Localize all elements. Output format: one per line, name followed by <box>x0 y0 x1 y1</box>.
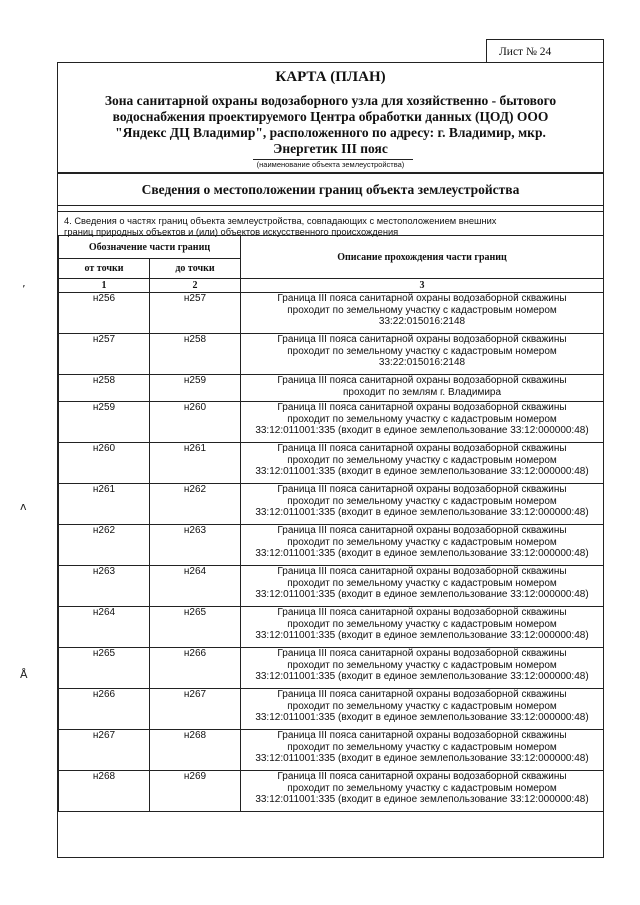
to-point: н265 <box>150 607 241 648</box>
description-line: Граница III пояса санитарной охраны водозаборной скважины <box>277 607 567 618</box>
description-line: Граница III пояса санитарной охраны водозаборной скважины <box>277 293 567 304</box>
to-point: н267 <box>150 689 241 730</box>
description-line: Граница III пояса санитарной охраны водозаборной скважины <box>277 334 567 345</box>
table-row <box>59 334 604 375</box>
intro-text <box>58 211 603 238</box>
description-line: 33:22:015016:2148 <box>378 316 466 327</box>
description-line: проходит по земельному участку с кадастровым номером <box>287 700 557 712</box>
description-line: проходит по земельному участку с кадастровым номером <box>287 345 557 357</box>
table-row <box>59 566 604 607</box>
to-point: н268 <box>150 730 241 771</box>
description-line: проходит по земельному участку с кадастровым номером <box>287 413 557 425</box>
description-line: Граница III пояса санитарной охраны водозаборной скважины <box>277 484 567 495</box>
header-from: от точки <box>59 259 150 279</box>
table-row <box>59 443 604 484</box>
intro-line: 4. Сведения о частях границ объекта землеустройства, совпадающих с местоположением внешних <box>64 216 497 226</box>
description-line: проходит по земельному участку с кадастровым номером <box>287 536 557 548</box>
description-line: 33:12:011001:335 (входит в единое землепользование 33:12:000000:48) <box>255 712 589 723</box>
to-point: н260 <box>150 402 241 443</box>
description-line: проходит по земельному участку с кадастровым номером <box>287 495 557 507</box>
from-point: н259 <box>59 402 150 443</box>
object-name <box>72 93 589 157</box>
document-frame <box>57 62 604 858</box>
description-line: Граница III пояса санитарной охраны водозаборной скважины <box>277 648 567 659</box>
to-point: н263 <box>150 525 241 566</box>
object-name-line: Зона санитарной охраны водозаборного узла для хозяйственно - бытового <box>104 93 557 108</box>
to-point: н262 <box>150 484 241 525</box>
intro-line: границ природных объектов и (или) объектов искусственного происхождения <box>64 227 399 237</box>
description-line: 33:12:011001:335 (входит в единое землепользование 33:12:000000:48) <box>255 507 589 518</box>
header-part: Обозначение части границ <box>59 236 241 259</box>
from-point: н266 <box>59 689 150 730</box>
header-num-2: 2 <box>150 279 241 293</box>
boundary-description <box>241 443 604 484</box>
description-line: проходит по земельному участку с кадастровым номером <box>287 782 557 794</box>
table-row <box>59 648 604 689</box>
table-row <box>59 730 604 771</box>
scan-mark-letter: Å <box>20 668 28 681</box>
description-line: 33:12:011001:335 (входит в единое землепользование 33:12:000000:48) <box>255 671 589 682</box>
boundary-table <box>58 235 604 812</box>
section-title <box>58 175 603 206</box>
to-point: н257 <box>150 293 241 334</box>
boundary-description <box>241 689 604 730</box>
header-num-3: 3 <box>241 279 604 293</box>
from-point: н267 <box>59 730 150 771</box>
description-line: проходит по земельному участку с кадастровым номером <box>287 618 557 630</box>
boundary-description <box>241 566 604 607</box>
description-line: 33:22:015016:2148 <box>378 357 466 368</box>
description-line: проходит по земельному участку с кадастровым номером <box>287 577 557 589</box>
from-point: н264 <box>59 607 150 648</box>
table-row <box>59 525 604 566</box>
section-title-text: Сведения о местоположении границ объекта землеустройства <box>141 182 520 197</box>
description-line: 33:12:011001:335 (входит в единое землепользование 33:12:000000:48) <box>255 630 589 641</box>
from-point: н261 <box>59 484 150 525</box>
description-line: Граница III пояса санитарной охраны водозаборной скважины <box>277 689 567 700</box>
title-block <box>58 63 603 174</box>
description-line: проходит по земельному участку с кадастровым номером <box>287 454 557 466</box>
from-point: н268 <box>59 771 150 812</box>
from-point: н265 <box>59 648 150 689</box>
object-name-line: водоснабжения проектируемого Центра обработки данных (ЦОД) ООО <box>112 109 549 124</box>
to-point: н266 <box>150 648 241 689</box>
to-point: н264 <box>150 566 241 607</box>
boundary-description <box>241 484 604 525</box>
boundary-description <box>241 730 604 771</box>
description-line: Граница III пояса санитарной охраны водозаборной скважины <box>277 771 567 782</box>
table-row <box>59 375 604 402</box>
description-line: проходит по земельному участку с кадастровым номером <box>287 304 557 316</box>
boundary-description <box>241 648 604 689</box>
object-caption: (наименование объекта землеустройства) <box>256 160 405 169</box>
intro-top-rule <box>58 211 603 212</box>
description-line: 33:12:011001:335 (входит в единое землепользование 33:12:000000:48) <box>255 548 589 559</box>
boundary-description <box>241 771 604 812</box>
from-point: н262 <box>59 525 150 566</box>
table-body <box>59 293 604 812</box>
table-row <box>59 402 604 443</box>
description-line: проходит по землям г. Владимира <box>342 386 502 398</box>
description-line: 33:12:011001:335 (входит в единое землепользование 33:12:000000:48) <box>255 425 589 436</box>
scan-mark-dot: ʼ <box>22 283 26 296</box>
to-point: н261 <box>150 443 241 484</box>
from-point: н258 <box>59 375 150 402</box>
description-line: Граница III пояса санитарной охраны водозаборной скважины <box>277 566 567 577</box>
boundary-description <box>241 293 604 334</box>
description-line: Граница III пояса санитарной охраны водозаборной скважины <box>277 730 567 741</box>
boundary-description <box>241 334 604 375</box>
description-line: 33:12:011001:335 (входит в единое землепользование 33:12:000000:48) <box>255 794 589 805</box>
object-name-line: "Яндекс ДЦ Владимир", расположенного по адресу: г. Владимир, мкр. <box>115 125 546 140</box>
table-row <box>59 293 604 334</box>
to-point: н258 <box>150 334 241 375</box>
description-line: 33:12:011001:335 (входит в единое землепользование 33:12:000000:48) <box>255 466 589 477</box>
header-num-1: 1 <box>59 279 150 293</box>
boundary-description <box>241 525 604 566</box>
to-point: н269 <box>150 771 241 812</box>
boundary-description <box>241 375 604 402</box>
from-point: н257 <box>59 334 150 375</box>
description-line: проходит по земельному участку с кадастровым номером <box>287 741 557 753</box>
from-point: н256 <box>59 293 150 334</box>
header-description: Описание прохождения части границ <box>241 236 604 279</box>
description-line: 33:12:011001:335 (входит в единое землепользование 33:12:000000:48) <box>255 753 589 764</box>
sheet-number: Лист № 24 <box>486 39 604 63</box>
from-point: н260 <box>59 443 150 484</box>
to-point: н259 <box>150 375 241 402</box>
boundary-description <box>241 607 604 648</box>
table-row <box>59 689 604 730</box>
description-line: Граница III пояса санитарной охраны водозаборной скважины <box>277 443 567 454</box>
scan-mark-check: ᴧ <box>20 500 27 513</box>
page-title: КАРТА (ПЛАН) <box>275 69 386 85</box>
from-point: н263 <box>59 566 150 607</box>
description-line: Граница III пояса санитарной охраны водозаборной скважины <box>277 402 567 413</box>
table-row <box>59 607 604 648</box>
table-row <box>59 771 604 812</box>
description-line: Граница III пояса санитарной охраны водозаборной скважины <box>277 375 567 386</box>
header-to: до точки <box>150 259 241 279</box>
object-name-line: Энергетик III пояс <box>273 141 388 156</box>
boundary-description <box>241 402 604 443</box>
section-top-rule <box>58 172 603 173</box>
table-row <box>59 484 604 525</box>
description-line: 33:12:011001:335 (входит в единое землепользование 33:12:000000:48) <box>255 589 589 600</box>
description-line: Граница III пояса санитарной охраны водозаборной скважины <box>277 525 567 536</box>
description-line: проходит по земельному участку с кадастровым номером <box>287 659 557 671</box>
